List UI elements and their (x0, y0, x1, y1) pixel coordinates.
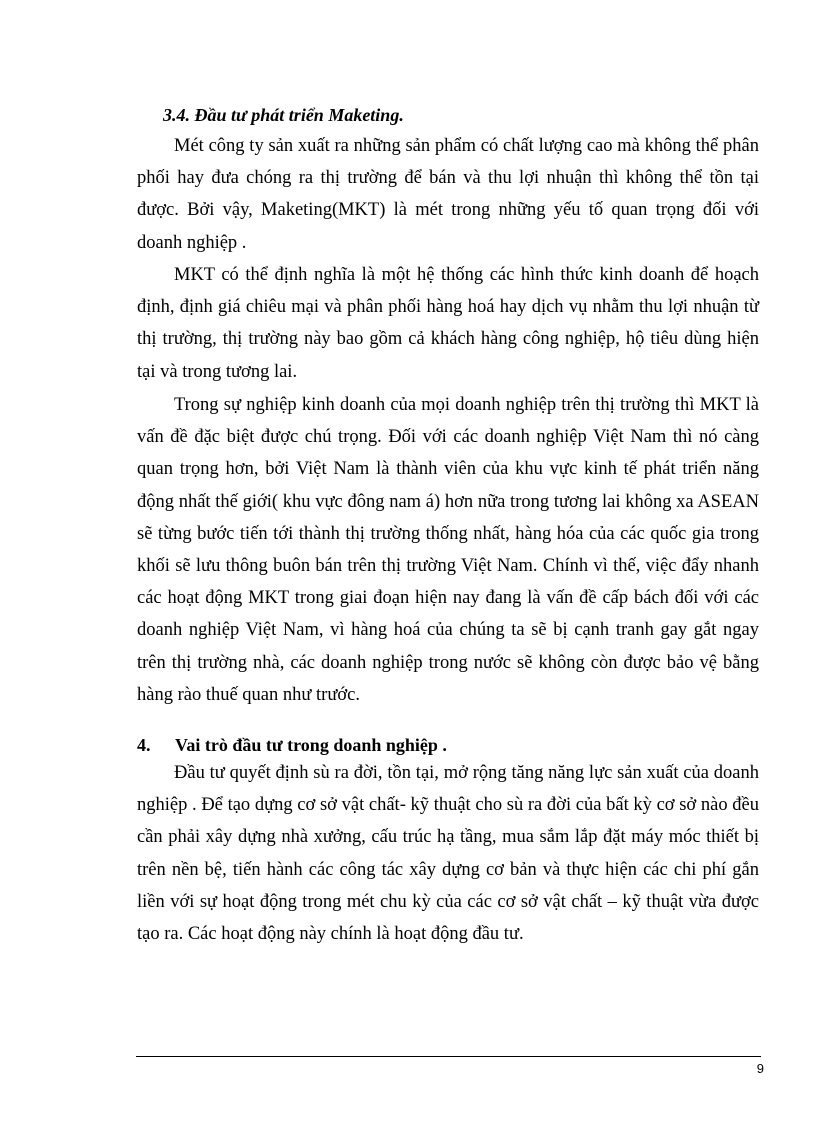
section-heading-3-4: 3.4. Đầu tư phát triển Maketing. (163, 105, 404, 125)
section-number: 4. (137, 735, 151, 755)
page-number: 9 (756, 1061, 764, 1076)
section-heading-4 (137, 733, 447, 757)
paragraph-mkt-importance: Trong sự nghiệp kinh doanh của mọi doanh nghiệp trên thị trường thì MKT là vấn đề đặc biệt được chú trọng. Đối với các doanh nghiệp Việt Nam thì nó càng quan trọng hơn, bởi Việt Nam là thành viên của khu vực kinh tế phát triển năng động nhất thế giới( khu vực đông nam á) hơn nữa trong tương lai không xa ASEAN sẽ từng bước tiến tới thành thị trường thống nhất, hàng hóa của các quốc gia trong khối sẽ lưu thông buôn bán trên thị trường Việt Nam. Chính vì thế, việc đẩy nhanh các hoạt động MKT trong giai đoạn hiện nay đang là vấn đề cấp bách đối với các doanh nghiệp Việt Nam, vì hàng hoá của chúng ta sẽ bị cạnh tranh gay gắt ngay trên thị trường nhà, các doanh nghiệp trong nước sẽ không còn được bảo vệ bằng hàng rào thuế quan như trước. (137, 395, 759, 705)
paragraph-investment-role: Đầu tư quyết định sù ra đời, tồn tại, mở rộng tăng năng lực sản xuất của doanh nghiệp . Để tạo dựng cơ sở vật chất- kỹ thuật cho sù ra đời của bất kỳ cơ sở nào đều cần phải xây dựng nhà xưởng, cấu trúc hạ tầng, mua sắm lắp đặt máy móc thiết bị trên nền bệ, tiến hành các công tác xây dựng cơ bản và thực hiện các chi phí gắn liền với sự hoạt động trong mét chu kỳ của các cơ sở vật chất – kỹ thuật vừa được tạo ra. Các hoạt động này chính là hoạt động đầu tư. (137, 763, 759, 945)
paragraph-marketing-intro: Mét công ty sản xuất ra những sản phẩm có chất lượng cao mà không thể phân phối hay đưa chóng ra thị trường để bán và thu lợi nhuận thì không thể tồn tại được. Bởi vậy, Maketing(MKT) là mét trong những yếu tố quan trọng đối với doanh nghiệp . (137, 136, 759, 253)
section-title: Vai trò đầu tư trong doanh nghiệp . (175, 735, 447, 755)
footer-divider (136, 1056, 761, 1057)
paragraph-mkt-definition: MKT có thể định nghĩa là một hệ thống các hình thức kinh doanh để hoạch định, định giá chiêu mại và phân phối hàng hoá hay dịch vụ nhằm thu lợi nhuận từ thị trường, thị trường này bao gồm cả khách hàng công nghiệp, hộ tiêu dùng hiện tại và trong tương lai. (137, 265, 759, 382)
